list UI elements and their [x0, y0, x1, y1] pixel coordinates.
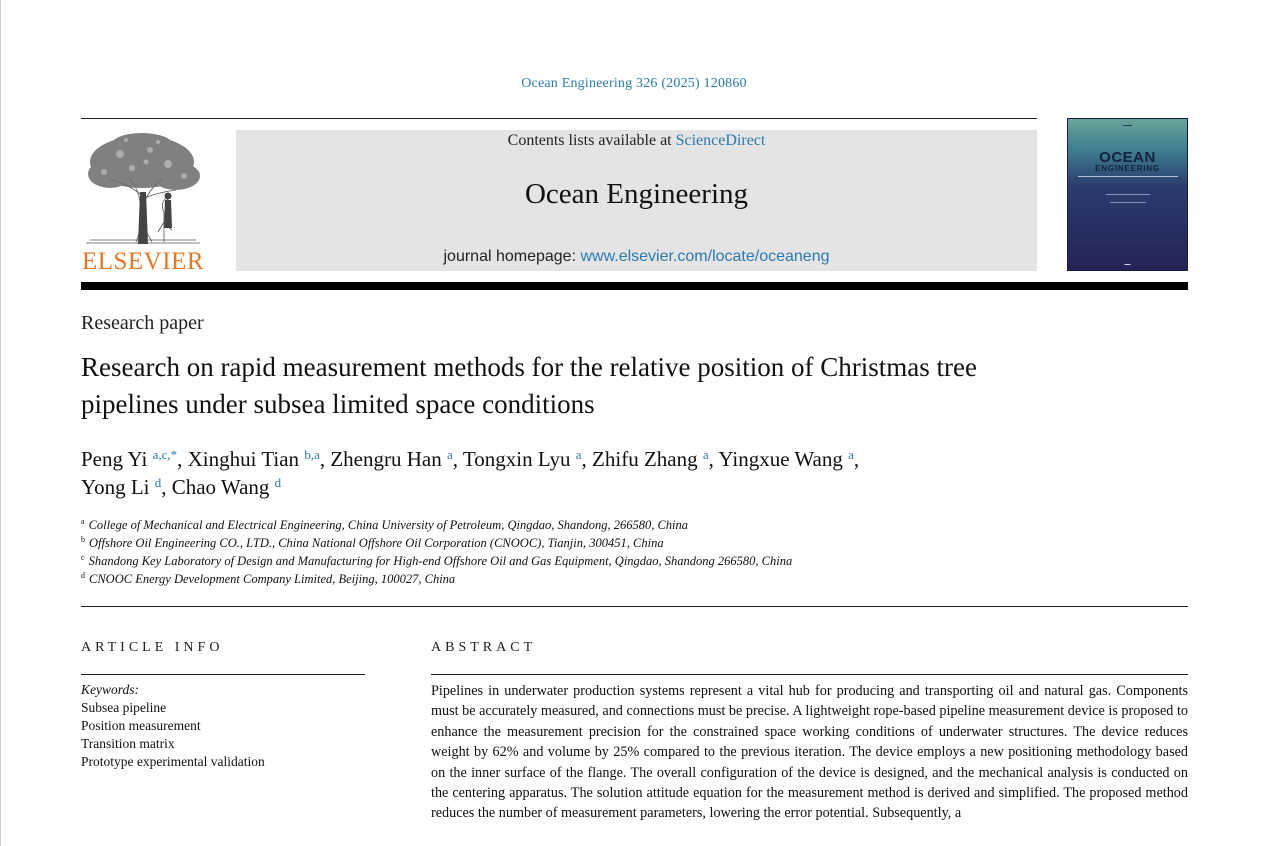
author-affiliation-marker[interactable]: d — [274, 475, 282, 490]
affiliation: $^a$ College of Mechanical and Electrical Engineering, China University of Petroleum, Qingdao, Shandong, 266580, China — [81, 517, 689, 532]
author-affiliation-marker[interactable]: a — [575, 447, 582, 462]
affiliation: $^d$ CNOOC Energy Development Company Limited, Beijing, 100027, China — [81, 571, 456, 586]
homepage-link[interactable]: www.elsevier.com/locate/oceaneng — [580, 248, 830, 265]
header-rule — [81, 118, 1037, 119]
abstract-heading: ABSTRACT — [431, 640, 537, 655]
keyword: Position measurement — [81, 718, 201, 733]
author[interactable]: Yingxue Wang $^a$ — [718, 447, 854, 471]
page-left-border — [0, 0, 1, 846]
author[interactable]: Tongxin Lyu $^a$ — [462, 447, 582, 471]
author[interactable]: Xinghui Tian $^{b,a}$ — [187, 447, 320, 471]
journal-cover-thumbnail[interactable] — [1067, 118, 1188, 271]
keyword: Transition matrix — [81, 736, 175, 751]
sciencedirect-link[interactable]: ScienceDirect — [675, 132, 766, 149]
abstract-rule — [431, 674, 1188, 675]
keyword: Subsea pipeline — [81, 700, 167, 715]
author-affiliation-marker[interactable]: a — [848, 447, 854, 462]
cover-publisher-mark: ▬▬ — [1124, 262, 1131, 266]
affiliation-key: b — [81, 535, 85, 544]
author[interactable]: Zhengru Han $^a$ — [330, 447, 453, 471]
affiliation-key: a — [81, 517, 85, 526]
cover-title-engineering: ENGINEERING — [1095, 164, 1160, 173]
author[interactable]: Yong Li $^d$ — [81, 475, 162, 499]
affiliation-key: c — [81, 553, 85, 562]
article-info-heading: ARTICLE INFO — [81, 640, 224, 655]
elsevier-wordmark[interactable]: ELSEVIER — [81, 248, 205, 275]
contents-line — [236, 132, 1037, 150]
homepage-line — [236, 248, 1037, 266]
affiliation-key: d — [81, 571, 85, 580]
homepage-prefix: journal homepage: — [443, 248, 581, 265]
keyword: Prototype experimental validation — [81, 754, 265, 769]
affiliation: $^c$ Shandong Key Laboratory of Design and Manufacturing for High-end Offshore Oil and Gas Equipment, Qingdao, Shandong 266580, China — [81, 553, 793, 568]
keywords-label: Keywords: — [81, 682, 139, 697]
cover-divider — [1078, 176, 1178, 177]
author-affiliation-marker[interactable]: a — [446, 447, 453, 462]
journal-title: Ocean Engineering — [524, 178, 749, 210]
keywords-block — [81, 681, 265, 771]
contents-prefix: Contents lists available at — [507, 132, 676, 149]
author-affiliation-marker[interactable]: b,a — [304, 447, 320, 462]
author-affiliation-marker[interactable]: a,c,* — [152, 447, 178, 462]
section-divider — [81, 606, 1188, 607]
paper-title: Research on rapid measurement methods for the relative position of Christmas tree pipelines under subsea limited space conditions — [81, 352, 977, 419]
banner-thick-rule — [81, 282, 1188, 290]
author-affiliation-marker[interactable]: d — [154, 475, 162, 490]
affiliation: $^b$ Offshore Oil Engineering CO., LTD., China National Offshore Oil Corporation (CNOOC), Tianjin, 300451, China — [81, 535, 664, 550]
cover-editor-line — [1110, 202, 1146, 203]
author[interactable]: Zhifu Zhang $^a$ — [592, 447, 709, 471]
author[interactable]: Chao Wang $^d$ — [171, 475, 282, 499]
cover-title-ocean: OCEAN — [1099, 149, 1156, 166]
article-info-rule — [81, 674, 365, 675]
cover-editor-line — [1106, 194, 1150, 195]
abstract-body: Pipelines in underwater production systems represent a vital hub for producing and transporting oil and natural gas. Components must be accurately measured, and connections must be precise. A lightweight rope-based pipeline measurement device is proposed to enhance the measurement precision for the constrained space working conditions of underwater structures. The device reduces weight by 62% and volume by 25% compared to the previous iteration. The device employs a new positioning methodology based on the inner surface of the flange. The overall configuration of the device is designed, and the mechanical analysis is conducted on the centering apparatus. The solution attitude equation for the measurement method is derived and simplified. The proposed method reduces the number of measurement parameters, lowering the error potential. Subsequently, a — [431, 683, 1188, 822]
affiliation-list — [81, 516, 1081, 588]
author[interactable]: Peng Yi $^{a,c,*}$ — [81, 447, 178, 471]
cover-top-strip: ▬▬▬ — [1123, 123, 1132, 127]
journal-citation[interactable]: Ocean Engineering 326 (2025) 120860 — [521, 76, 747, 91]
journal-banner — [236, 130, 1037, 271]
article-type: Research paper — [81, 312, 204, 334]
author-list: Peng Yi $^{a,c,*}$, Xinghui Tian $^{b,a}$, Zhengru Han $^a$, Tongxin Lyu $^a$, Zhifu Zhang $^a$, Yingxue Wang $^a$, Yong Li $^d$, Chao Wang $^d$ — [81, 447, 860, 499]
author-affiliation-marker[interactable]: a — [702, 447, 709, 462]
